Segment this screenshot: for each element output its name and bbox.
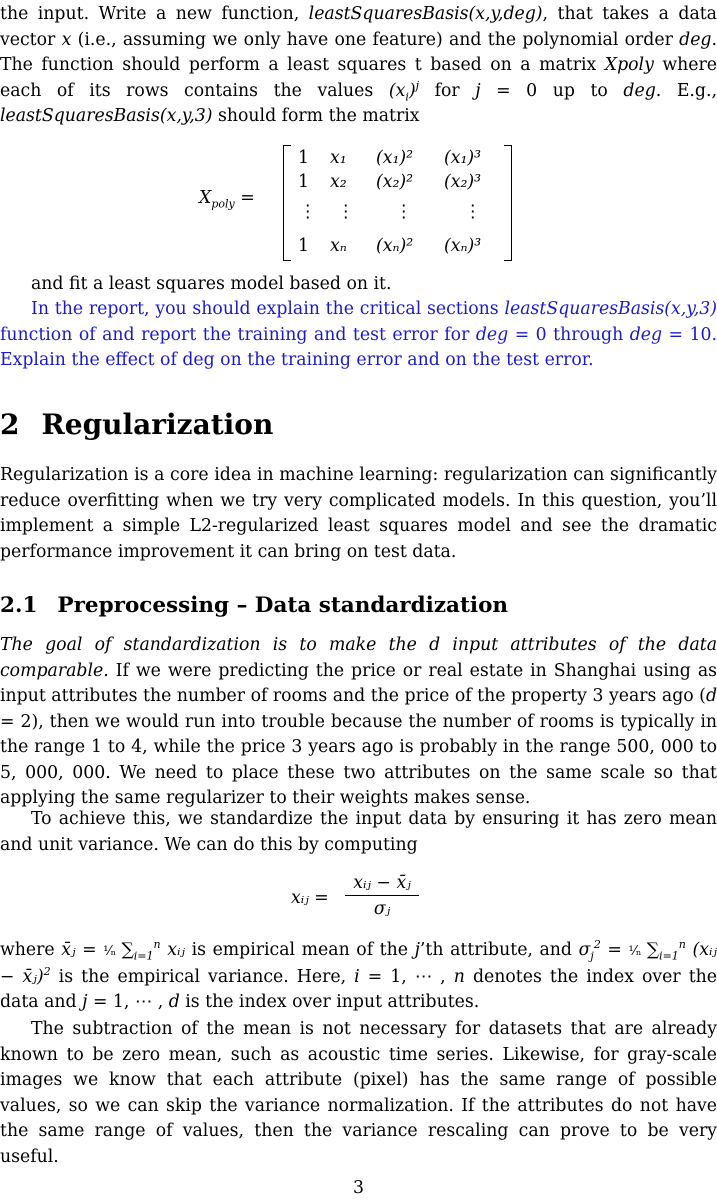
- achieve-paragraph: To achieve this, we standardize the input data by ensuring it has zero mean and unit variance. We can do this by computing: [0, 809, 717, 855]
- mean-subtraction-paragraph: The subtraction of the mean is not necessary for datasets that are already known to be zero mean, such as acoustic time series. Likewise, for gray-scale images we know that each attribute (pixel) has the same range of possible values, so we can skip the variance normalization. If the attributes do not have the same range of values, then the variance rescaling can prove to be very useful.: [0, 1019, 717, 1167]
- text: is the empirical variance. Here,: [50, 966, 355, 987]
- matrix-cell: xₙ: [330, 236, 347, 256]
- matrix-cell: x₂: [330, 172, 347, 192]
- text: function of and report the training and test error for: [0, 324, 476, 345]
- left-bracket: [283, 145, 291, 261]
- lhs-symbol: X: [199, 188, 212, 208]
- variance-term: (xᵢⱼ − x̄ⱼ): [0, 940, 717, 987]
- matrix-cell: 1: [298, 148, 309, 168]
- fraction-denominator: σⱼ: [373, 899, 391, 919]
- xpoly-matrix: [0, 142, 717, 262]
- text: (i.e., assuming we only have one feature) and the polynomial order: [71, 29, 680, 50]
- math-var: i: [354, 966, 360, 987]
- math-term: (xᵢⱼ − x̄ⱼ)$^2$: [0, 940, 717, 987]
- math-var: deg: [629, 324, 663, 345]
- math-var: Xpoly: [604, 55, 654, 75]
- math-var: deg: [679, 29, 712, 50]
- function-name: leastSquaresBasis(x,y,3): [504, 299, 717, 319]
- text: = 1, ⋯ ,: [87, 992, 169, 1012]
- math-var: j: [82, 992, 88, 1012]
- matrix-cell: ⋮: [464, 202, 482, 222]
- text: = 2), then we would run into trouble because the number of rooms is typically in the range 1 to 4, while the price 3 years ago is probably in the range 500, 000 to 5, 000, 000. We need to place these two attributes on the same scale so that applying the same regularizer to their weights makes sense.: [0, 711, 717, 808]
- math-var: n: [453, 966, 465, 987]
- sigma: σ: [578, 940, 591, 960]
- text: = 0 through: [508, 324, 630, 345]
- text: where: [0, 940, 62, 960]
- report-instructions: [0, 297, 717, 374]
- math-term: $\sum_{i=1}^n$: [646, 938, 686, 963]
- standardization-equation: [0, 868, 717, 928]
- matrix-cell: (xₙ)²: [376, 236, 414, 256]
- matrix-cell: (x₁)²: [376, 148, 414, 168]
- math-var: deg: [475, 324, 509, 345]
- fraction-numerator: xᵢⱼ − x̄ⱼ: [345, 871, 419, 896]
- math-var: x: [61, 29, 72, 50]
- function-name: leastSquaresBasis(x,y,deg): [308, 4, 543, 24]
- matrix-cell: 1: [298, 236, 309, 256]
- math-term: ¹⁄ₙ: [628, 944, 647, 959]
- math-term: $\sigma_j^2$ =: [578, 938, 629, 963]
- text: , that takes a data vector: [0, 4, 717, 50]
- matrix-cell: (x₂)²: [376, 172, 414, 192]
- intro-paragraph: [0, 2, 717, 130]
- function-name: leastSquaresBasis(x,y,3): [0, 106, 213, 126]
- math-term: $(x_i)^j$: [388, 78, 420, 103]
- math-term: $\sum_{i=1}^n$: [121, 938, 161, 963]
- matrix-cell: ⋮: [337, 202, 355, 222]
- subsection-number: 2.1: [0, 593, 38, 618]
- matrix-cell: (x₁)³: [444, 148, 482, 168]
- right-bracket: [504, 145, 512, 261]
- regularization-paragraph: Regularization is a core idea in machine learning: regularization can significantly reduce overfitting when we try very complicated models. In this question, you’ll implement a simple L2-regularized least squares model and see the dramatic performance improvement it can bring on test data.: [0, 465, 717, 562]
- text: denotes the index over the data and: [0, 966, 717, 1012]
- math-var: d: [168, 992, 180, 1012]
- equals-sign: =: [234, 188, 255, 208]
- text: where each of its rows contains the values: [0, 55, 717, 101]
- math-term: ¹⁄ₙ: [103, 944, 122, 959]
- page-number: 3: [353, 1178, 364, 1198]
- text: should form the matrix: [212, 106, 420, 126]
- subsection-title: Preprocessing – Data standardization: [57, 593, 509, 618]
- text: = 10. Explain the effect of deg on the training error and on the test error.: [0, 324, 717, 370]
- lhs-subscript: poly: [211, 197, 235, 211]
- matrix-cell: x₁: [330, 148, 347, 168]
- text: the input. Write a new function,: [0, 4, 309, 24]
- where-paragraph: [0, 938, 717, 1016]
- section-title: Regularization: [41, 408, 274, 441]
- math-var: j: [414, 940, 420, 960]
- matrix-cell: (x₂)³: [444, 172, 482, 192]
- fit-paragraph: and fit a least squares model based on it.: [31, 274, 392, 294]
- matrix-lhs: [199, 186, 255, 212]
- text: In the report, you should explain the critical sections: [31, 299, 505, 319]
- subsection-heading: [0, 590, 508, 622]
- text: = 0 up to: [480, 80, 624, 101]
- math-term: x̄ⱼ =: [61, 940, 104, 960]
- equation-fraction: [345, 871, 419, 922]
- math-var: d: [705, 686, 717, 706]
- text: ’th attribute, and: [419, 940, 579, 960]
- text: If we were predicting the price or real estate in Shanghai using as input attributes the number of rooms and the price of the property 3 years ago (: [0, 660, 717, 706]
- matrix-cell: ⋮: [299, 202, 317, 222]
- matrix-cell: 1: [298, 172, 309, 192]
- text: . E.g.,: [655, 80, 717, 101]
- section-number: 2: [0, 408, 20, 441]
- text: is empirical mean of the: [185, 940, 415, 960]
- equation-lhs: xᵢⱼ =: [291, 888, 329, 908]
- text: is the index over input attributes.: [179, 992, 480, 1012]
- math-var: j: [475, 80, 481, 101]
- math-var: deg: [623, 80, 656, 101]
- italic-text: The goal of standardization is to make the d input attributes of the data comparable.: [0, 635, 717, 681]
- text: = 1, ⋯ ,: [359, 966, 454, 987]
- matrix-cell: ⋮: [395, 202, 413, 222]
- text: . The function should perform a least squares t based on a matrix: [0, 29, 717, 75]
- math-term: xᵢⱼ: [167, 940, 185, 960]
- standardization-paragraph: [0, 633, 717, 812]
- section-heading: [0, 405, 273, 445]
- text: for: [419, 80, 476, 101]
- matrix-cell: (xₙ)³: [444, 236, 482, 256]
